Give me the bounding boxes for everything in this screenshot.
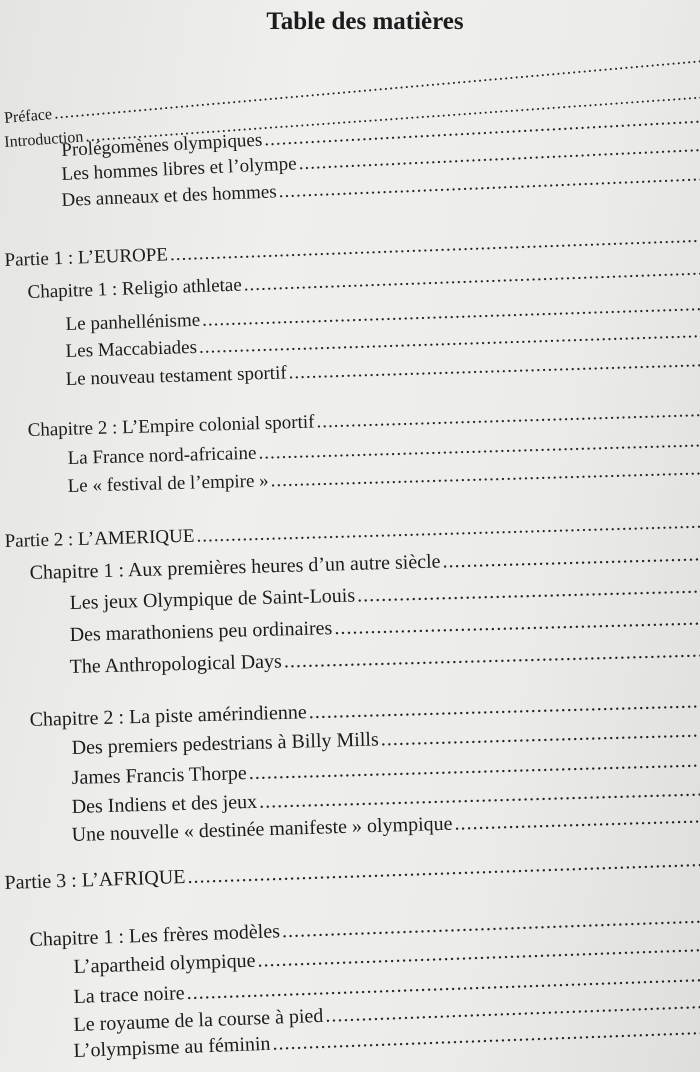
toc-entry bbox=[4, 848, 700, 895]
toc-entry-label: Une nouvelle « destinée manifeste » olympique bbox=[71, 812, 453, 847]
toc-entry-label: L’olympisme au féminin bbox=[73, 1032, 271, 1063]
toc-entry-label: Les hommes libres et l’olympe bbox=[61, 153, 298, 186]
toc-entry-label: Partie 1 : L’EUROPE bbox=[4, 244, 169, 272]
page-title: Table des matières bbox=[266, 8, 464, 35]
toc-entry-label: La France nord-africaine bbox=[67, 442, 257, 470]
toc-entry-label: Prolégomènes olympiques bbox=[60, 129, 263, 162]
dot-leader bbox=[196, 511, 700, 548]
dot-leader bbox=[187, 848, 700, 889]
toc-entry-label: Le panhellénisme bbox=[65, 309, 201, 336]
dot-leader bbox=[284, 639, 700, 674]
toc-entry-label: Partie 3 : L’AFRIQUE bbox=[4, 866, 186, 895]
dot-leader bbox=[442, 542, 700, 573]
toc-entry-label: Chapitre 2 : L’Empire colonial sportif bbox=[27, 411, 315, 442]
toc-entry-label: Introduction bbox=[3, 128, 84, 152]
toc-entry-label: Les jeux Olympique de Saint-Louis bbox=[69, 584, 356, 615]
toc-entry bbox=[69, 639, 700, 679]
dot-leader bbox=[288, 349, 700, 384]
dot-leader bbox=[270, 458, 700, 493]
dot-leader bbox=[454, 804, 700, 835]
toc-entry-label: Chapitre 1 : Religio athletae bbox=[27, 274, 243, 304]
dot-leader bbox=[334, 607, 700, 640]
toc-entry-label: La trace noire bbox=[73, 982, 185, 1009]
toc-entry-label: James Francis Thorpe bbox=[71, 762, 248, 790]
dot-leader bbox=[243, 258, 700, 297]
toc-entry-label: Des Indiens et des jeux bbox=[71, 790, 258, 819]
toc-entry-label: Le nouveau testament sportif bbox=[65, 362, 287, 391]
toc-entry-label: Chapitre 1 : Aux premières heures d’un autre siècle bbox=[29, 550, 441, 585]
toc-entry-label: Chapitre 1 : Les frères modèles bbox=[29, 920, 281, 952]
toc-entry-label: Les Maccabiades bbox=[65, 336, 198, 363]
toc-entry-label: Préface bbox=[3, 105, 53, 128]
dot-leader bbox=[357, 575, 700, 608]
toc-entry-label: Des marathoniens peu ordinaires bbox=[69, 617, 333, 647]
dot-leader bbox=[380, 719, 700, 752]
dot-leader bbox=[170, 225, 700, 267]
toc-entry-label: Partie 2 : L’AMERIQUE bbox=[4, 525, 195, 553]
toc-entry-label: The Anthropological Days bbox=[69, 650, 283, 679]
toc-entry-label: Des premiers pedestrians à Billy Mills bbox=[71, 728, 380, 760]
toc-entry-label: L’apartheid olympique bbox=[73, 949, 256, 979]
dot-leader bbox=[308, 689, 700, 724]
toc-entry-label: Des anneaux et des hommes bbox=[61, 181, 278, 212]
toc-entry-label: Chapitre 2 : La piste amérindienne bbox=[29, 701, 308, 732]
toc-entry-label: Le royaume de la course à pied bbox=[73, 1004, 324, 1037]
toc-entry-label: Le « festival de l’empire » bbox=[67, 470, 269, 498]
dot-leader bbox=[316, 399, 700, 433]
